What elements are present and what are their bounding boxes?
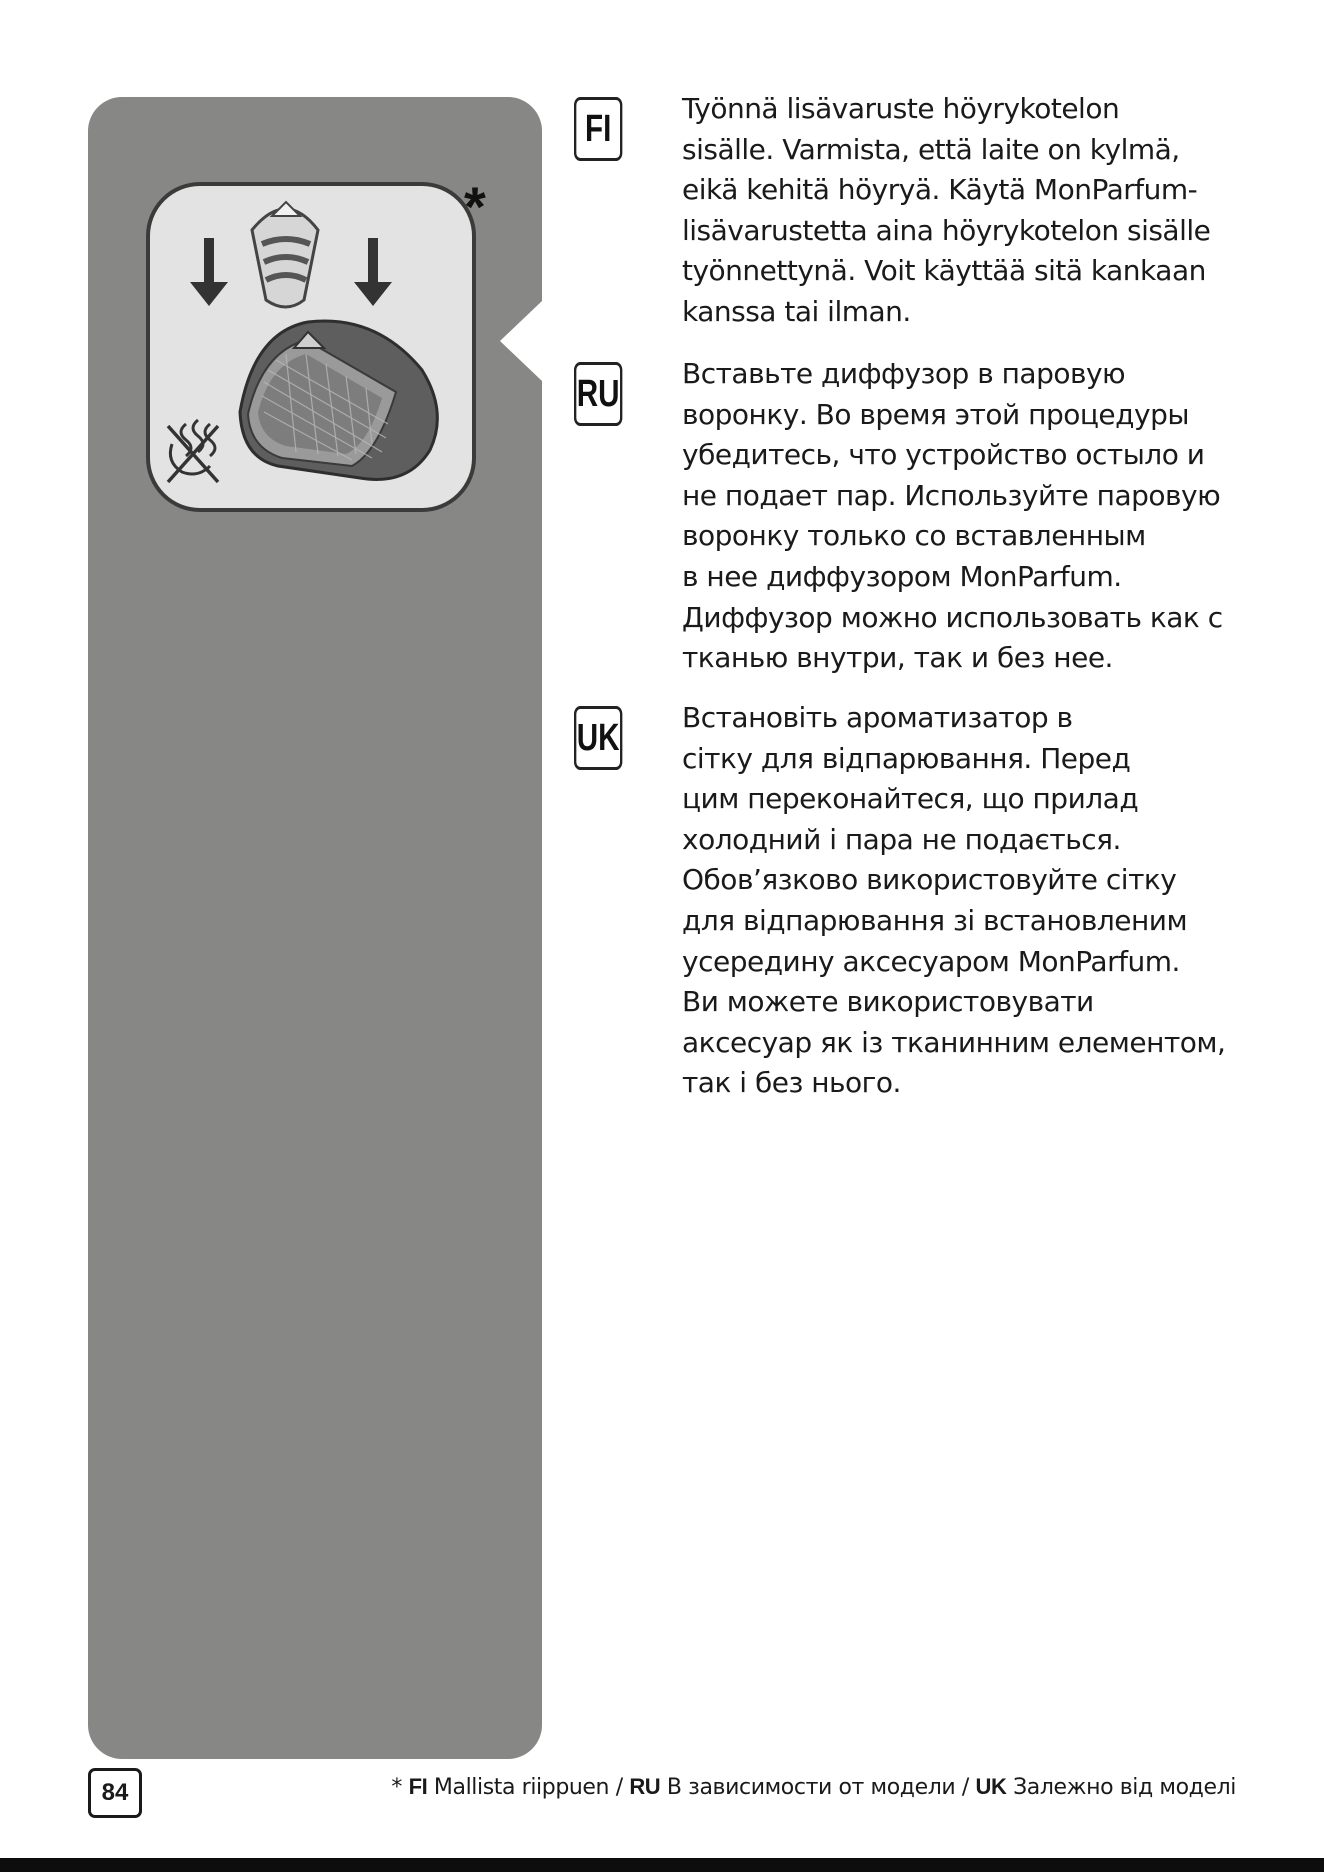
- bottom-rule: [0, 1858, 1324, 1872]
- illustration-panel: [146, 175, 486, 512]
- instructions-uk: Встановіть ароматизатор в сітку для відпарювання. Перед цим переконайтеся, що прилад холодний і пара не подається. Обов’язково використовуйте сітку для відпарювання зі встановленим усередину аксесуаром MonParfum. Ви можете використовувати аксесуар як із тканинним елементом, так і без нього.: [682, 701, 1226, 1100]
- asterisk-mark: *: [464, 175, 486, 238]
- instructions-ru: Вставьте диффузор в паровую воронку. Во время этой процедуры убедитесь, что устройство остыло и не подает пар. Используйте паровую воронку только со вставленным в нее диффузором MonParfum. Диффузор можно использовать как с тканью внутри, так и без нее.: [682, 357, 1223, 675]
- pointer-notch: [500, 301, 550, 381]
- instruction-illustration: [146, 182, 478, 512]
- lang-code-fi: FI: [574, 97, 622, 161]
- lang-code-ru: RU: [574, 362, 622, 426]
- model-footnote: * FI Mallista riippuen / RU В зависимости от модели / UK Залежно від моделі: [391, 1774, 1236, 1800]
- instructions-fi: Työnnä lisävaruste höyrykotelon sisälle. Varmista, että laite on kylmä, eikä kehitä höyryä. Käytä MonParfum- lisävarustetta aina höyrykotelon sisälle työnnettynä. Voit käyttää sitä kankaan kanssa tai ilman.: [682, 92, 1211, 328]
- lang-code-uk: UK: [574, 706, 622, 770]
- page-number: 84: [88, 1768, 142, 1818]
